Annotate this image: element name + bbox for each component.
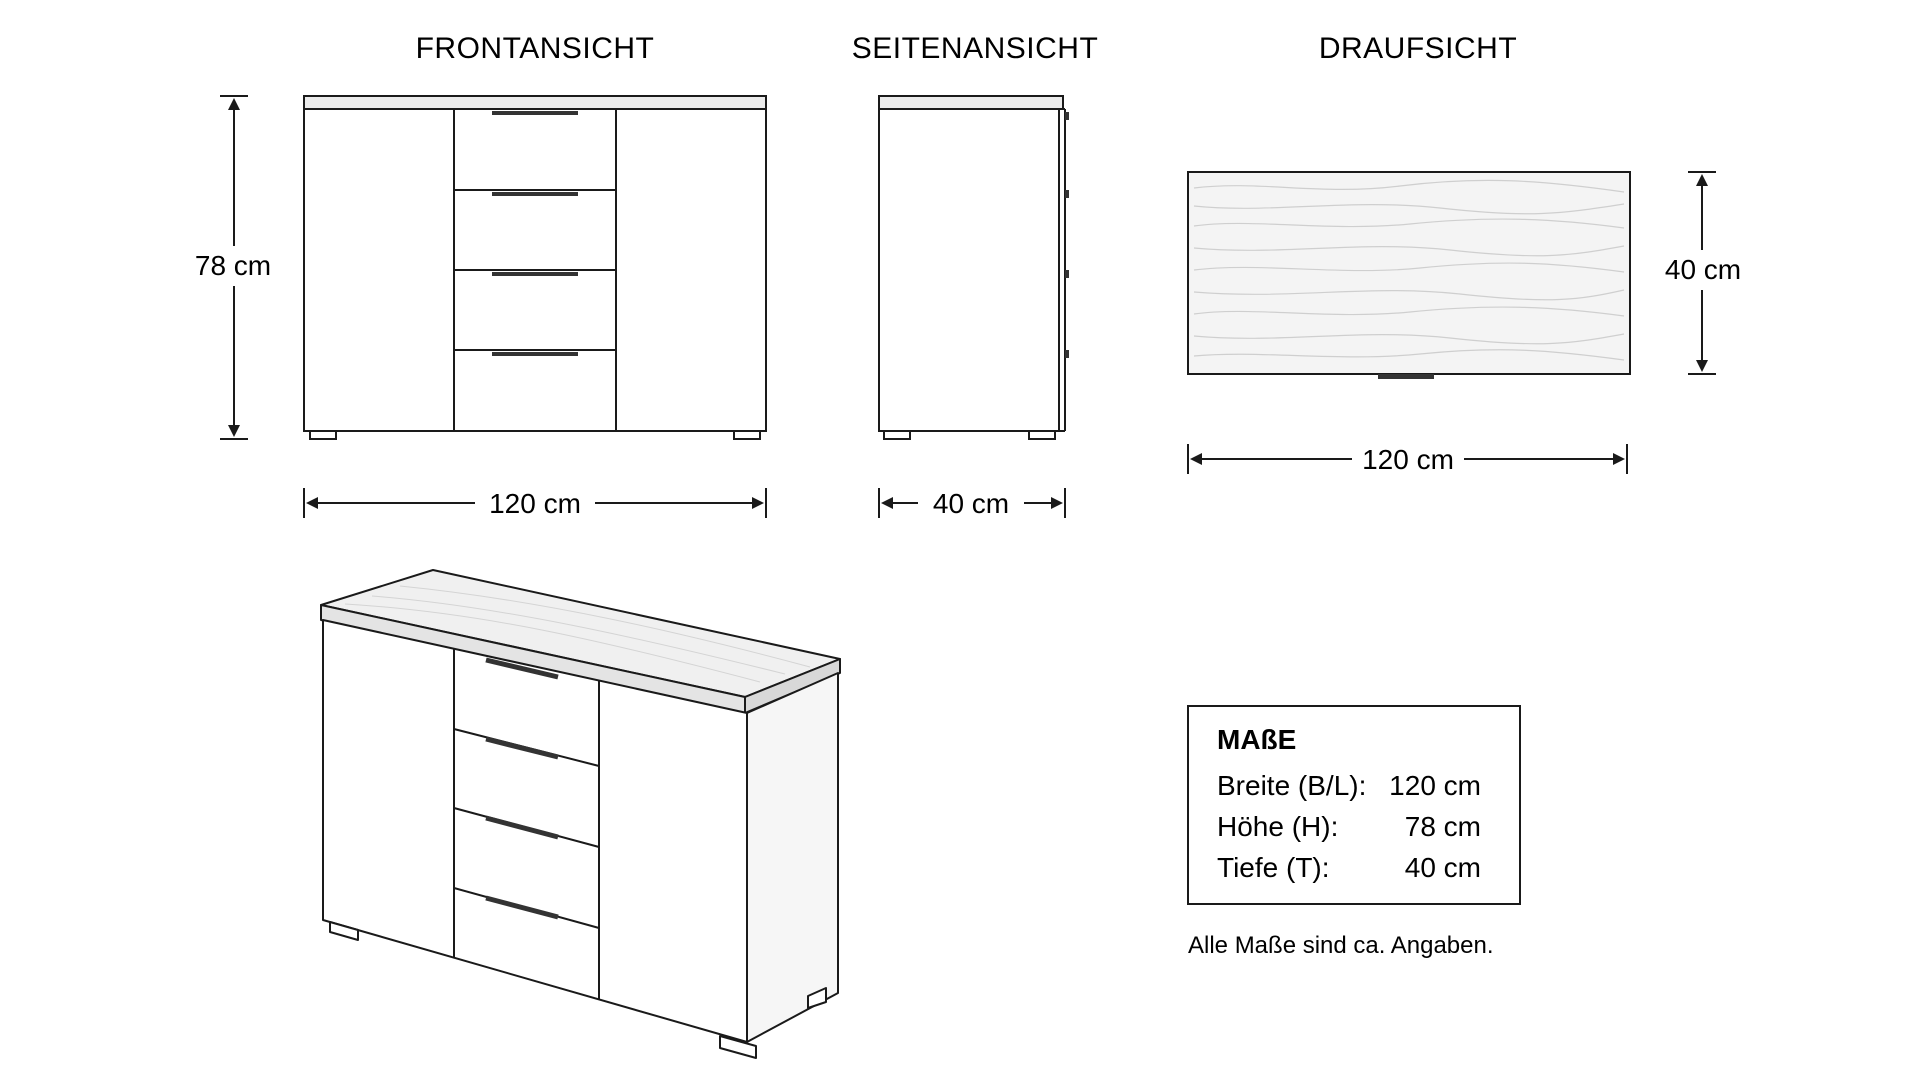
- front-view-title: FRONTANSICHT: [415, 32, 655, 65]
- side-body: [879, 109, 1059, 431]
- side-handle: [1065, 190, 1069, 198]
- measures-box-title: MAßE: [1217, 724, 1297, 755]
- top-view: [1188, 172, 1630, 379]
- approximation-note: Alle Maße sind ca. Angaben.: [1188, 932, 1494, 959]
- measures-row-value: 78 cm: [1404, 811, 1481, 842]
- front-foot: [734, 431, 760, 439]
- side-top-board: [879, 96, 1063, 109]
- measures-row-label: Höhe (H):: [1217, 811, 1339, 842]
- front-drawer-handle: [492, 111, 578, 115]
- front-drawer-handle: [492, 192, 578, 196]
- top-depth-label: 40 cm: [1664, 254, 1742, 285]
- side-foot: [1029, 431, 1055, 439]
- measures-row-value: 40 cm: [1404, 852, 1481, 883]
- front-foot: [310, 431, 336, 439]
- side-handle: [1065, 112, 1069, 120]
- side-handle: [1065, 350, 1069, 358]
- top-handle: [1378, 374, 1434, 379]
- side-foot: [884, 431, 910, 439]
- front-height-label: 78 cm: [194, 250, 272, 281]
- side-depth-label: 40 cm: [932, 488, 1010, 519]
- front-drawer-handle: [492, 272, 578, 276]
- front-drawer-handle: [492, 352, 578, 356]
- front-width-label: 120 cm: [489, 488, 581, 519]
- front-view: [304, 96, 766, 439]
- measures-box: [1188, 706, 1520, 904]
- top-view-title: DRAUFSICHT: [1318, 32, 1518, 65]
- measures-row-label: Breite (B/L):: [1217, 770, 1367, 801]
- top-surface: [1188, 172, 1630, 374]
- side-view-title: SEITENANSICHT: [851, 32, 1099, 65]
- side-view: [879, 96, 1069, 439]
- side-handle: [1065, 270, 1069, 278]
- perspective-view: [321, 570, 840, 1058]
- front-top-board: [304, 96, 766, 109]
- top-width-label: 120 cm: [1362, 444, 1454, 475]
- measures-row-label: Tiefe (T):: [1217, 852, 1330, 883]
- perspective-body-side: [747, 673, 838, 1042]
- measures-row-value: 120 cm: [1389, 770, 1481, 801]
